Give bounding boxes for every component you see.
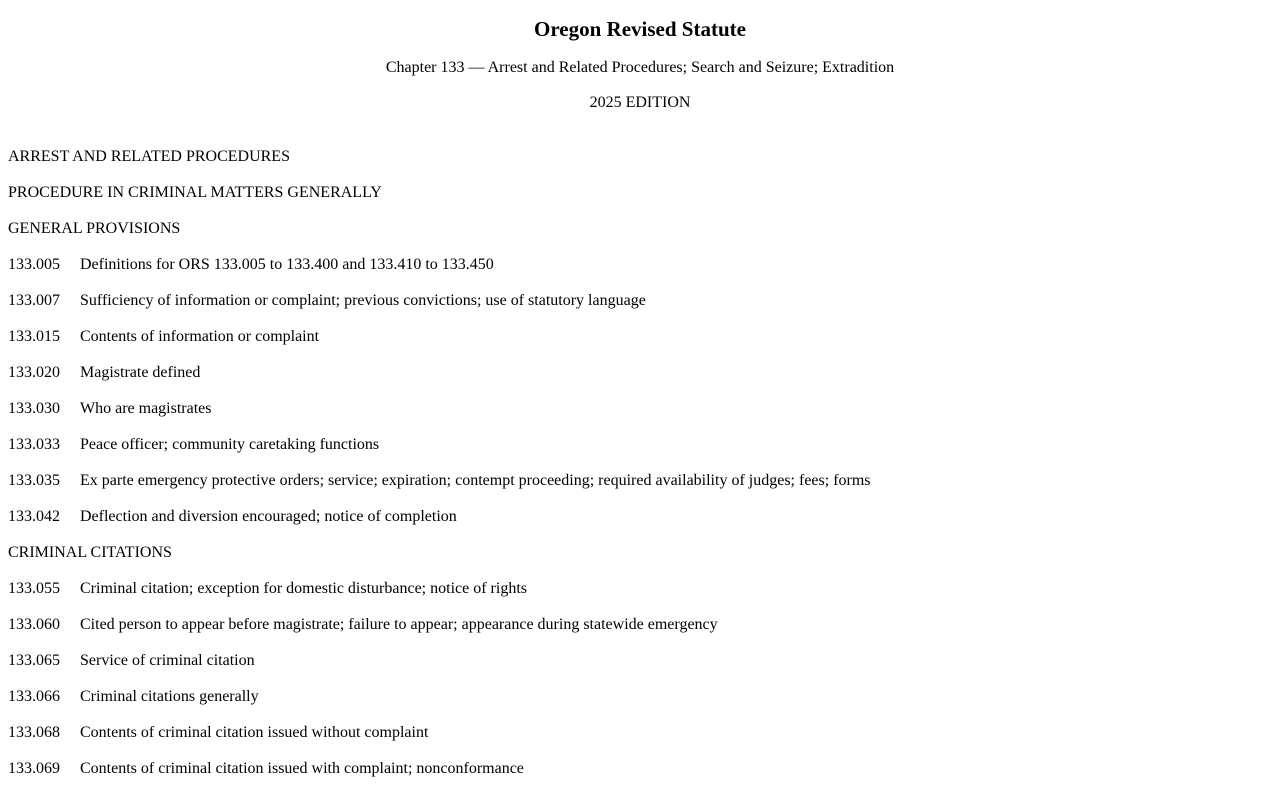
statute-title: Contents of criminal citation issued with complaint; nonconformance [80, 760, 524, 777]
statute-title: Contents of criminal citation issued without complaint [80, 724, 429, 741]
toc-section-heading: ARREST AND RELATED PROCEDURES [8, 148, 290, 165]
statute-title: Criminal citations generally [80, 688, 259, 705]
toc-entry [8, 687, 1280, 706]
statute-number: 133.005 [8, 256, 60, 273]
toc-entry [8, 471, 1280, 490]
edition-label: 2025 EDITION [589, 94, 691, 111]
statute-title: Ex parte emergency protective orders; service; expiration; contempt proceeding; required availability of judges; fees; forms [80, 472, 871, 489]
toc-list [0, 147, 1280, 778]
chapter-subtitle: Chapter 133 — Arrest and Related Procedures; Search and Seizure; Extradition [385, 59, 895, 76]
statute-number: 133.033 [8, 436, 60, 453]
toc-section-heading: PROCEDURE IN CRIMINAL MATTERS GENERALLY [8, 184, 382, 201]
statute-title: Cited person to appear before magistrate; failure to appear; appearance during statewide emergency [80, 616, 718, 633]
toc-section-heading: GENERAL PROVISIONS [8, 220, 181, 237]
statute-number: 133.020 [8, 364, 60, 381]
statute-number: 133.055 [8, 580, 60, 597]
toc-entry [8, 651, 1280, 670]
statute-title: Sufficiency of information or complaint; previous convictions; use of statutory language [80, 292, 646, 309]
toc-entry [8, 363, 1280, 382]
toc-section-heading: CRIMINAL CITATIONS [8, 544, 172, 561]
toc-entry [8, 327, 1280, 346]
statute-title: Deflection and diversion encouraged; notice of completion [80, 508, 457, 525]
statute-title: Criminal citation; exception for domestic disturbance; notice of rights [80, 580, 527, 597]
statute-number: 133.015 [8, 328, 60, 345]
statute-title: Peace officer; community caretaking functions [80, 436, 380, 453]
toc-entry [8, 291, 1280, 310]
statute-number: 133.065 [8, 652, 60, 669]
statute-title: Contents of information or complaint [80, 328, 320, 345]
statute-title: Magistrate defined [80, 364, 201, 381]
statute-number: 133.066 [8, 688, 60, 705]
statute-number: 133.007 [8, 292, 60, 309]
toc-entry [8, 723, 1280, 742]
statute-number: 133.068 [8, 724, 60, 741]
statute-number: 133.069 [8, 760, 60, 777]
toc-entry [8, 579, 1280, 598]
statute-title: Definitions for ORS 133.005 to 133.400 and 133.410 to 133.450 [80, 256, 494, 273]
toc-entry [8, 435, 1280, 454]
toc-entry [8, 615, 1280, 634]
toc-entry [8, 507, 1280, 526]
toc-entry [8, 399, 1280, 418]
statute-number: 133.060 [8, 616, 60, 633]
statute-title: Who are magistrates [80, 400, 212, 417]
toc-entry [8, 255, 1280, 274]
statute-title: Service of criminal citation [80, 652, 255, 669]
page-title: Oregon Revised Statute [534, 17, 746, 41]
statute-number: 133.030 [8, 400, 60, 417]
statute-number: 133.035 [8, 472, 60, 489]
toc-entry [8, 759, 1280, 778]
statute-number: 133.042 [8, 508, 60, 525]
